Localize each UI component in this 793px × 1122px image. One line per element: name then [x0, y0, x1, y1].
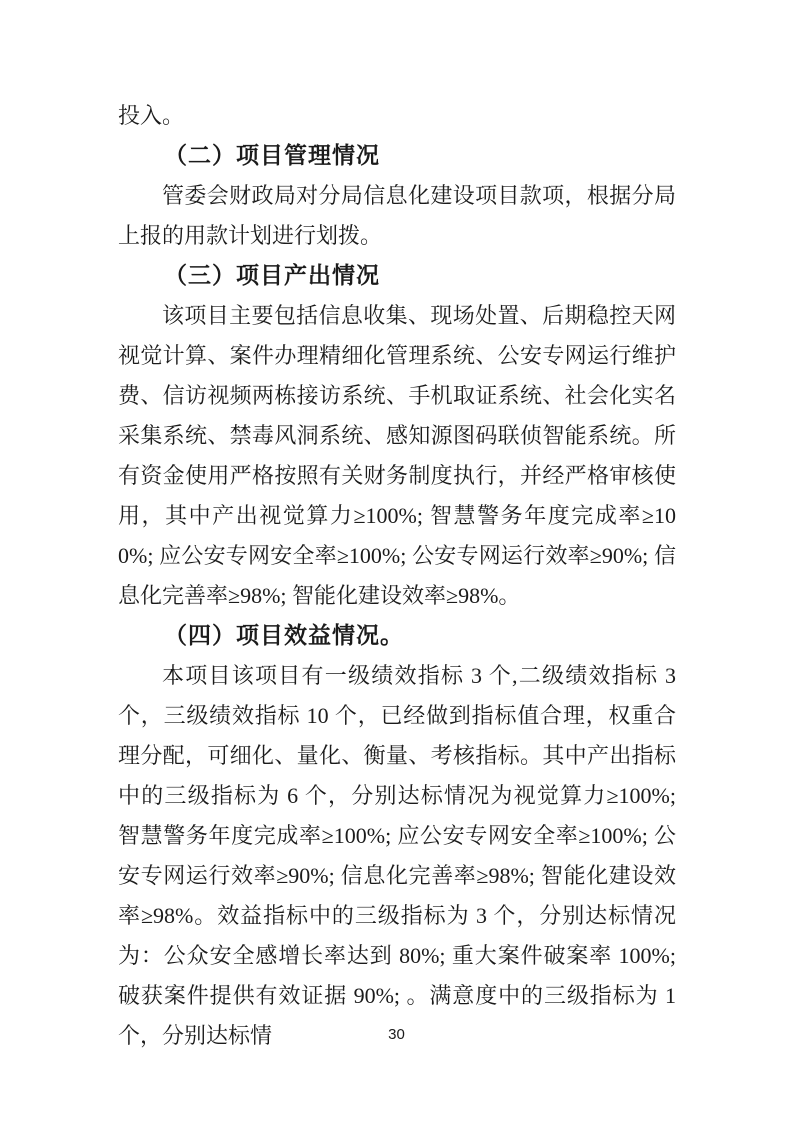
paragraph-continuation: 投入。	[118, 103, 185, 128]
paragraph-project-benefit: 本项目该项目有一级绩效指标 3 个,二级绩效指标 3 个，三级绩效指标 10 个，已经做到指标值合理，权重合理分配，可细化、量化、衡量、考核指标。其中产出指标中的三级指标为 6 个，分别达标情况为视觉算力≥100%; 智慧警务年度完成率≥100%; 应公安专网安全率≥100%; 公安专网运行效率≥90%; 信息化完善率≥98%; 智能化建设效率≥98%。效益指标中的三级指标为 3 个，分别达标情况为：公众安全感增长率达到 80%; 重大案件破案率 100%; 破获案件提供有效证据 90%; 。满意度中的三级指标为 1 个，分别达标情	[118, 663, 676, 1048]
document-body	[118, 96, 676, 1056]
section-heading-project-output: （三）项目产出情况	[164, 263, 380, 288]
page-number: 30	[388, 1026, 405, 1043]
paragraph-project-management: 管委会财政局对分局信息化建设项目款项，根据分局上报的用款计划进行划拨。	[118, 183, 676, 248]
section-heading-project-benefit: （四）项目效益情况。	[164, 623, 404, 648]
section-heading-project-management: （二）项目管理情况	[164, 143, 380, 168]
paragraph-project-output: 该项目主要包括信息收集、现场处置、后期稳控天网视觉计算、案件办理精细化管理系统、公安专网运行维护费、信访视频两栋接访系统、手机取证系统、社会化实名采集系统、禁毒风洞系统、感知源图码联侦智能系统。所有资金使用严格按照有关财务制度执行，并经严格审核使用，其中产出视觉算力≥100%; 智慧警务年度完成率≥100%; 应公安专网安全率≥100%; 公安专网运行效率≥90%; 信息化完善率≥98%; 智能化建设效率≥98%。	[118, 303, 676, 608]
